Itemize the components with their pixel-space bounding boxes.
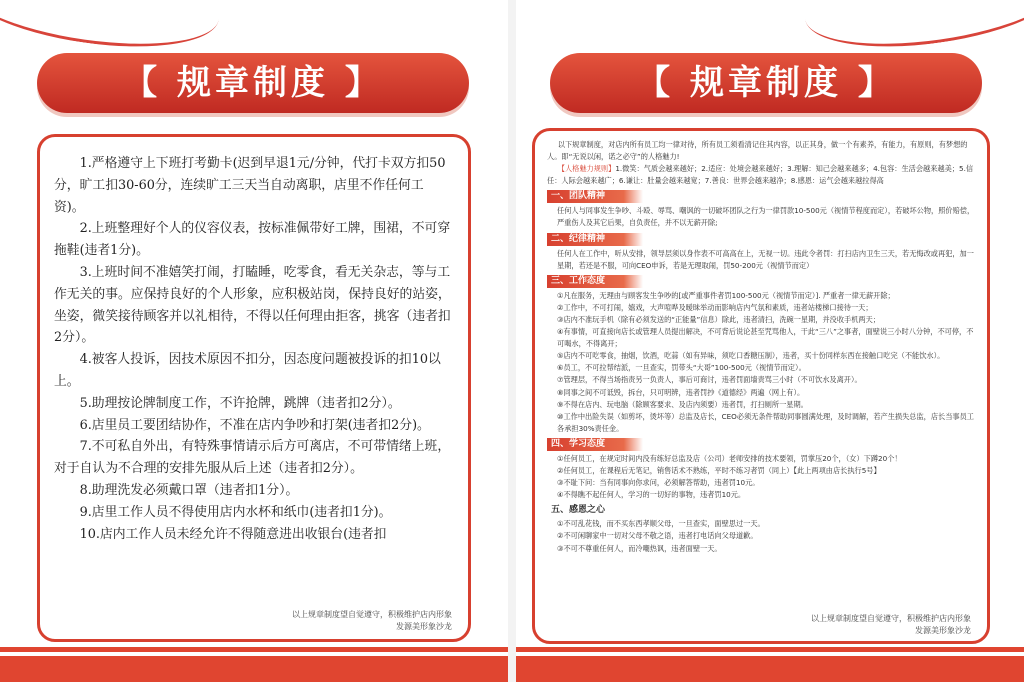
- section-item: ②工作中，不可打闹，嬉戏，大声喧哗及暧昧举动而影响店内气氛和素质，违者站楼梯口接待一天；: [557, 302, 873, 312]
- section-item: 任何人在工作中，听从安排，领导层须以身作表不可高高在上，无视一切。违此令者罚：打扫店内卫生三天，若无悔改或再犯，加一星期，若还是不服，可向CEO申诉，若是无理取闹，罚50-200元（视情节而定）: [557, 248, 974, 270]
- rule-item: 8.助理洗发必须戴口罩（违者扣1分）。: [79, 482, 299, 498]
- section-item: ⑩工作中出险失误（如剪坏，烫坏等）总监及店长，CEO必须无条件帮助同事圆满处理，及时调解，若产生损失总监，店长当事员工各承担30%责任金。: [557, 411, 974, 433]
- section-item: ④不得瞧不起任何人，学习的一切好的事物，违者罚10元。: [557, 490, 746, 500]
- section-item: ⑦管理层，不得当场指责另一负责人，事后可商讨，违者罚面墙责骂三小时（不可饮水及离开）。: [557, 375, 862, 385]
- regulations-body: [535, 131, 987, 555]
- rule-item: 5.助理按论牌制度工作，不许抢牌，跳牌（违者扣2分）。: [79, 395, 401, 411]
- charm-rules-text: 1.微笑：气质会越来越好；2.适应：处境会越来越好；3.理解：知己会越来越多；4.包容：生活会越来越美；5.信任：人际会越来越广；6.谦让：肚量会越来越宽；7.善良：世界会越来越净；8.感恩：运气会越来越拉得高: [547, 164, 974, 186]
- section-item: ③店内不准玩手机（除有必须发送的“正能量”信息）除此，违者清扫，洗碗一星期，并没收手机两天；: [557, 314, 880, 324]
- charm-rules-label: 【人格魅力规则】: [557, 164, 616, 174]
- section-item: ⑥员工，不可拉帮结派，一旦查实，罚带头“大哥”100-500元（视情节而定）。: [557, 363, 806, 373]
- section-item: 任何人与同事发生争吵、斗殴、辱骂、嘲讽的一切破坏团队之行为一律罚款10-500元（视情节程度而定），若破坏公物，照价赔偿，严重伤人及其它后果，自负责任，并不以无薪开除;: [557, 206, 975, 228]
- footer-note: 以上规章制度望自觉遵守，积极维护店内形象: [811, 614, 971, 623]
- right-page: [516, 0, 1024, 682]
- right-title-banner: 【 规章制度 】: [550, 53, 982, 113]
- section-item: ①不可乱花钱，而不买东西孝顺父母，一旦查实，面壁思过一天。: [557, 519, 765, 529]
- rule-item: 7.不可私自外出，有特殊事情请示后方可离店，不可带情绪上班，对于自认为不合理的安排先服从后上述（违者扣2分）。: [54, 439, 451, 477]
- section-item: ③不可不尊重任何人，而冷嘲热讽，违者面壁一天。: [557, 543, 722, 553]
- charm-rules: [547, 163, 975, 187]
- section-heading: 四、学习态度: [547, 438, 975, 451]
- rule-item: 9.店里工作人员不得使用店内水杯和纸巾(违者扣1分)。: [79, 504, 392, 520]
- rule-item: 3.上班时间不准嬉笑打闹，打瞌睡，吃零食，看无关杂志，等与工作无关的事。应保持良好的个人形象，应积极站岗，保持良好的站姿，坐姿，微笑接待顾客并以礼相待，不得以任何理由拒客，挑客（违者扣2分）。: [54, 264, 451, 346]
- section-item: ⑤店内不可吃零食，抽烟，饮酒，吃蒜（如有异味，须吃口香糖压制），违者，买十份同样东西在接触口吃完（不能饮水）。: [557, 351, 945, 361]
- section-item: ①任何员工，在规定时间内没有练好总监及店（公司）老师安排的技术要领，罚掌压20个，（女）下蹲20个！: [557, 453, 902, 463]
- intro-paragraph: 以下规章制度，对店内所有员工均一律对待，所有员工须看清记住其内容，以正其身，做一个有素养，有能力，有原则，有梦想的人。即“无说以闲，诺之必守”的人格魅力!: [547, 140, 968, 162]
- section-heading: 一、团队精神: [547, 190, 975, 203]
- right-footer: [811, 613, 971, 637]
- left-rules-panel: [37, 134, 471, 642]
- left-title-banner: 【 规章制度 】: [37, 53, 469, 113]
- rule-item: 2.上班整理好个人的仪容仪表，按标准佩带好工牌，围裙，不可穿拖鞋(违者1分)。: [54, 221, 451, 259]
- rule-item: 4.被客人投诉，因技术原因不扣分，因态度问题被投诉的扣10以上。: [54, 352, 441, 389]
- rule-item: 6.店里员工要团结协作，不准在店内争吵和打架(违者扣2分)。: [79, 417, 430, 433]
- salon-name: 发源美形象沙龙: [396, 622, 452, 631]
- section-heading: 三、工作态度: [547, 275, 975, 288]
- section-item: ⑧同事之间不可诋毁，拆台，只可明辨，违者罚抄《道德经》两遍（网上有）。: [557, 387, 805, 397]
- rule-item: 1.严格遵守上下班打考勤卡(迟到早退1元/分钟，代打卡双方扣50分，旷工扣30-60分，连续旷工三天当自动离职，店里不作任何工资)。: [54, 156, 446, 215]
- footer-note: 以上规章制度望自觉遵守，积极维护店内形象: [292, 610, 452, 619]
- bottom-band: [516, 656, 1024, 682]
- right-rules-panel: [532, 128, 990, 644]
- section-item: ③不耻下问：当有同事向你求问，必须解答帮助，违者罚10元。: [557, 478, 760, 488]
- section-item: ④有事情，可直接向店长或管理人员提出解决，不可背后说论甚至咒骂他人，干此“三八”之事者，面壁说三小时八分钟，不可停，不可喝水，不得离开；: [557, 327, 974, 349]
- rules-list: [40, 137, 468, 545]
- salon-name: 发源美形象沙龙: [915, 626, 971, 635]
- section-item: ①凡在服务，无理由与顾客发生争吵的[或严重事件者罚100-500元（视情节而定）]. 严重者一律无薪开除；: [557, 290, 895, 300]
- section-item: ②任何员工，在课程后无笔记，销售话术不熟练，平时不练习者罚（同上）【此上两项由店长执行5号】: [557, 465, 881, 475]
- bottom-band: [0, 656, 508, 682]
- section-item: ⑨不得在店内、玩电脑（除顾客要求、及店内须要）违者罚，打扫厕所一星期。: [557, 399, 808, 409]
- left-footer: [292, 609, 452, 633]
- section-item: ②不可闲聊家中一切对父母不敬之语，违者打电话向父母道歉。: [557, 531, 758, 541]
- rule-item: 10.店内工作人员未经允许不得随意进出收银台(违者扣: [79, 526, 387, 542]
- left-page: [0, 0, 508, 682]
- section-heading: 二、纪律精神: [547, 233, 975, 246]
- section-heading: 五、感恩之心: [551, 505, 606, 516]
- decorative-swoosh: [799, 0, 1024, 61]
- decorative-swoosh: [0, 0, 225, 61]
